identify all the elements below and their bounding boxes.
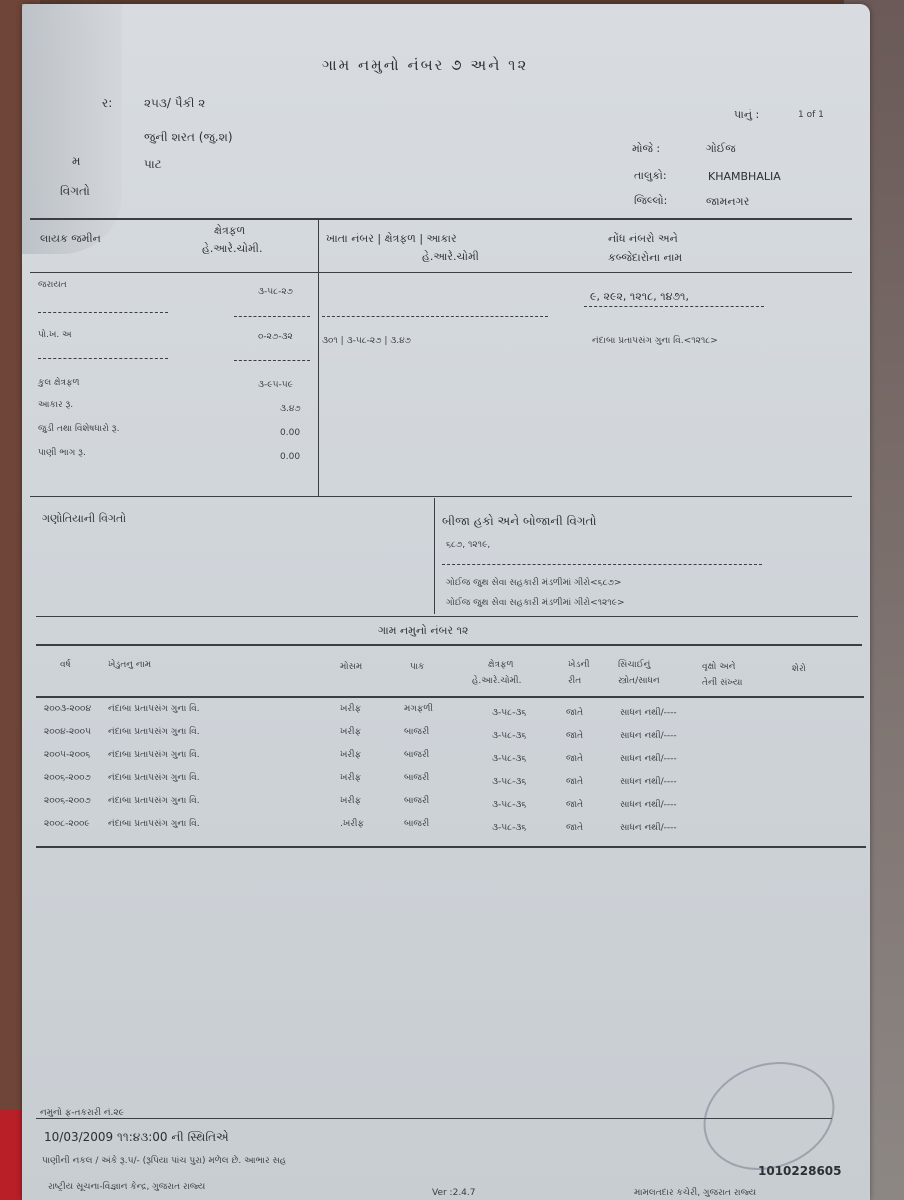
row-label: આકાર રૂ. [38, 400, 74, 410]
form12-cell-year: ૨૦૦૬-૨૦૦૭ [44, 773, 91, 783]
col-header-khata-unit: હે.આરે.ચોમી [422, 250, 479, 263]
form12-cell-area: ૩-૫૮-૩૬ [492, 777, 527, 787]
form12-cell-crop: બાજરી [404, 750, 430, 760]
col-remarks: શેરો [792, 664, 806, 674]
row-value: ૩.૪૭ [280, 404, 301, 414]
form12-cell-method: જાતે [566, 708, 584, 718]
district-value: જામનગર [706, 195, 750, 208]
row-separator [38, 312, 168, 313]
form12-cell-year: ૨૦૦૪-૨૦૦૫ [44, 727, 91, 737]
form12-top-border [36, 616, 858, 617]
row-value: ૩-૫૮-૨૭ [258, 287, 293, 297]
form12-cell-farmer: નંદાબા પ્રતાપસંગ ગુના વિ. [108, 704, 200, 714]
form12-cell-season: ખરીફ [340, 727, 362, 737]
form12-cell-crop: બાજરી [404, 819, 430, 829]
row-separator [38, 358, 168, 359]
khata-row: ૩૦૧ | ૩-૫૮-૨૭ | ૩.૪૭ [322, 336, 411, 346]
office-name: મામલતદાર કચેરી, ગુજરાત રાજ્ય [634, 1188, 757, 1198]
form12-cell-year: ૨૦૦૫-૨૦૦૬ [44, 750, 91, 760]
col-season: મોસમ [340, 662, 363, 672]
form12-cell-method: જાતે [566, 800, 584, 810]
row-separator [234, 360, 310, 361]
details-label: વિગતો [60, 184, 90, 198]
form12-cell-farmer: નંદાબા પ્રતાપસંગ ગુના વિ. [108, 796, 200, 806]
form12-cell-irrigation: સાધન નથી/---- [620, 731, 677, 741]
row-value: ૩-૯૫-૫૯ [258, 380, 293, 390]
form12-cell-farmer: નંદાબા પ્રતાપસંગ ગુના વિ. [108, 727, 200, 737]
form12-cell-method: જાતે [566, 777, 584, 787]
rights-line: ગોઈજ જુથ સેવા સહકારી મંડળીમાં ગીરો<૧૨૧૯> [446, 598, 625, 608]
form12-cell-season: .ખરીફ [340, 819, 364, 829]
name-label: મ [72, 154, 81, 168]
page-value: 1 of 1 [798, 110, 824, 120]
rights-header: બીજા હકો અને બોજાની વિગતો [442, 514, 597, 528]
district-label: જિલ્લો: [634, 194, 668, 207]
khata-separator [322, 316, 548, 317]
form12-cell-season: ખરીફ [340, 704, 362, 714]
taluka-value: KHAMBHALIA [708, 170, 781, 183]
entry-separator [584, 306, 764, 307]
village-label: મોજે : [632, 142, 661, 155]
form12-cell-method: જાતે [566, 731, 584, 741]
col-trees-2: તેની સંખ્યા [702, 678, 743, 688]
document-page [22, 4, 870, 1200]
form12-cell-season: ખરીફ [340, 750, 362, 760]
form12-title: ગામ નમુનો નંબર ૧૨ [378, 624, 469, 637]
rights-separator [442, 564, 762, 565]
document-title: ગામ નમુનો નંબર ૭ અને ૧૨ [322, 56, 529, 74]
form12-cell-irrigation: સાધન નથી/---- [620, 708, 677, 718]
form12-bottom-border [36, 846, 866, 848]
form12-cell-farmer: નંદાબા પ્રતાપસંગ ગુના વિ. [108, 819, 200, 829]
col-header-owners: કબ્જેદારોના નામ [608, 251, 683, 264]
document-number: 1010228605 [758, 1164, 842, 1178]
form12-cell-farmer: નંદાબા પ્રતાપસંગ ગુના વિ. [108, 750, 200, 760]
copy-note: પાણીની નકલ / અંકે રૂ.૫/- (રૂપિયા પાંચ પુરા) મળેલ છે. આભાર સહ [42, 1156, 287, 1166]
row-value: 0.00 [280, 452, 301, 462]
form12-body-border [36, 696, 864, 698]
col-crop: પાક [410, 662, 425, 672]
row-value: 0.00 [280, 428, 301, 438]
form12-cell-area: ૩-૫૮-૩૬ [492, 823, 527, 833]
form12-cell-irrigation: સાધન નથી/---- [620, 754, 677, 764]
col-year: વર્ષ [60, 660, 71, 670]
form12-cell-crop: બાજરી [404, 796, 430, 806]
form12-cell-area: ૩-૫૮-૩૬ [492, 800, 527, 810]
form12-cell-method: જાતે [566, 754, 584, 764]
name-value: પાટ [144, 157, 162, 171]
row-label: પો.ખ. અ [38, 330, 72, 340]
col-header-entries: નોંધ નંબરો અને [608, 232, 678, 245]
table-top-border [30, 218, 852, 220]
table-bottom-border [30, 496, 852, 497]
version: Ver :2.4.7 [432, 1188, 476, 1198]
tenure: જુની શરત (જુ.શ) [144, 130, 233, 144]
taluka-label: તાલુકો: [634, 169, 667, 182]
col-header-khata: ખાતા નંબર | ક્ષેત્રફળ | આકાર [326, 232, 457, 245]
form12-cell-year: ૨૦૦૬-૨૦૦૭ [44, 796, 91, 806]
status-date: 10/03/2009 ૧૧:૪૩:00 ની સ્થિતિએ [44, 1130, 229, 1144]
col-farmer: ખેડુતનુ નામ [108, 660, 152, 670]
form12-cell-irrigation: સાધન નથી/---- [620, 823, 677, 833]
col-area-unit: હે.આરે.ચોમી. [472, 676, 522, 686]
village-value: ગોઈજ [706, 142, 736, 155]
survey-number: ૨૫૩/ પૈકી ૨ [144, 96, 206, 110]
page-curl [22, 4, 122, 254]
table-header-border [30, 272, 852, 273]
row-label: જુડી તથા વિશેષધારો રૂ. [38, 424, 120, 434]
form12-header-border [36, 644, 862, 646]
page-label: પાનું : [734, 108, 760, 121]
col-method-2: રીત [568, 676, 582, 686]
rights-line: ગોઈજ જુથ સેવા સહકારી મંડળીમાં ગીરો<૬૮૭> [446, 578, 622, 588]
footer-note: નમુનો ફ-તકરારી નં.૨૯ [40, 1108, 124, 1118]
form12-cell-crop: બાજરી [404, 727, 430, 737]
col-header-land: લાયક જમીન [40, 232, 101, 245]
form12-cell-area: ૩-૫૮-૩૬ [492, 731, 527, 741]
owner-name: નંદાબા પ્રતાપસંગ ગુના વિ.<૧૨૧૮> [592, 336, 718, 346]
tenant-header: ગણોતિયાની વિગતો [42, 512, 127, 525]
col-area: ક્ષેત્રફળ [488, 660, 514, 670]
col-method: ખેડની [568, 660, 590, 670]
form12-cell-farmer: નંદાબા પ્રતાપસંગ ગુના વિ. [108, 773, 200, 783]
form12-cell-season: ખરીફ [340, 796, 362, 806]
col-irrigation-2: સ્ત્રોત/સાધન [618, 676, 660, 686]
col-trees: વૃક્ષો અને [702, 662, 736, 672]
form12-cell-crop: બાજરી [404, 773, 430, 783]
rights-numbers: ૬૮૭, ૧૨૧૯, [446, 540, 491, 550]
middle-divider [434, 498, 435, 614]
form12-cell-year: ૨૦૦૮-૨૦૦૯ [44, 819, 90, 829]
form12-cell-crop: મગફળી [404, 704, 433, 714]
col-header-area: ક્ષેત્રફળ [214, 224, 246, 237]
credit: રાષ્ટ્રીય સૂચના-વિજ્ઞાન કેન્દ્ર, ગુજરાત રાજ્ય [48, 1182, 206, 1192]
col-irrigation: સિંચાઈનું [618, 660, 651, 670]
form12-cell-year: ૨૦૦૩-૨૦૦૪ [44, 704, 92, 714]
form12-cell-area: ૩-૫૮-૩૬ [492, 708, 527, 718]
row-label: કુલ ક્ષેત્રફળ [38, 378, 80, 388]
form12-cell-method: જાતે [566, 823, 584, 833]
form12-cell-season: ખરીફ [340, 773, 362, 783]
form12-cell-irrigation: સાધન નથી/---- [620, 777, 677, 787]
form12-cell-area: ૩-૫૮-૩૬ [492, 754, 527, 764]
entry-numbers: ૯, ૨૯૨, ૧૨૧૮, ૧૪૭૧, [590, 290, 689, 303]
survey-label: ર: [102, 96, 113, 110]
table-column-divider [318, 218, 319, 496]
form12-cell-irrigation: સાધન નથી/---- [620, 800, 677, 810]
row-value: ૦-૨૭-૩૨ [258, 332, 293, 342]
col-header-area-unit: હે.આરે.ચોમી. [202, 242, 263, 255]
row-label: જરાયત [38, 280, 67, 290]
row-separator [234, 316, 310, 317]
row-label: પાણી ભાગ રૂ. [38, 448, 86, 458]
